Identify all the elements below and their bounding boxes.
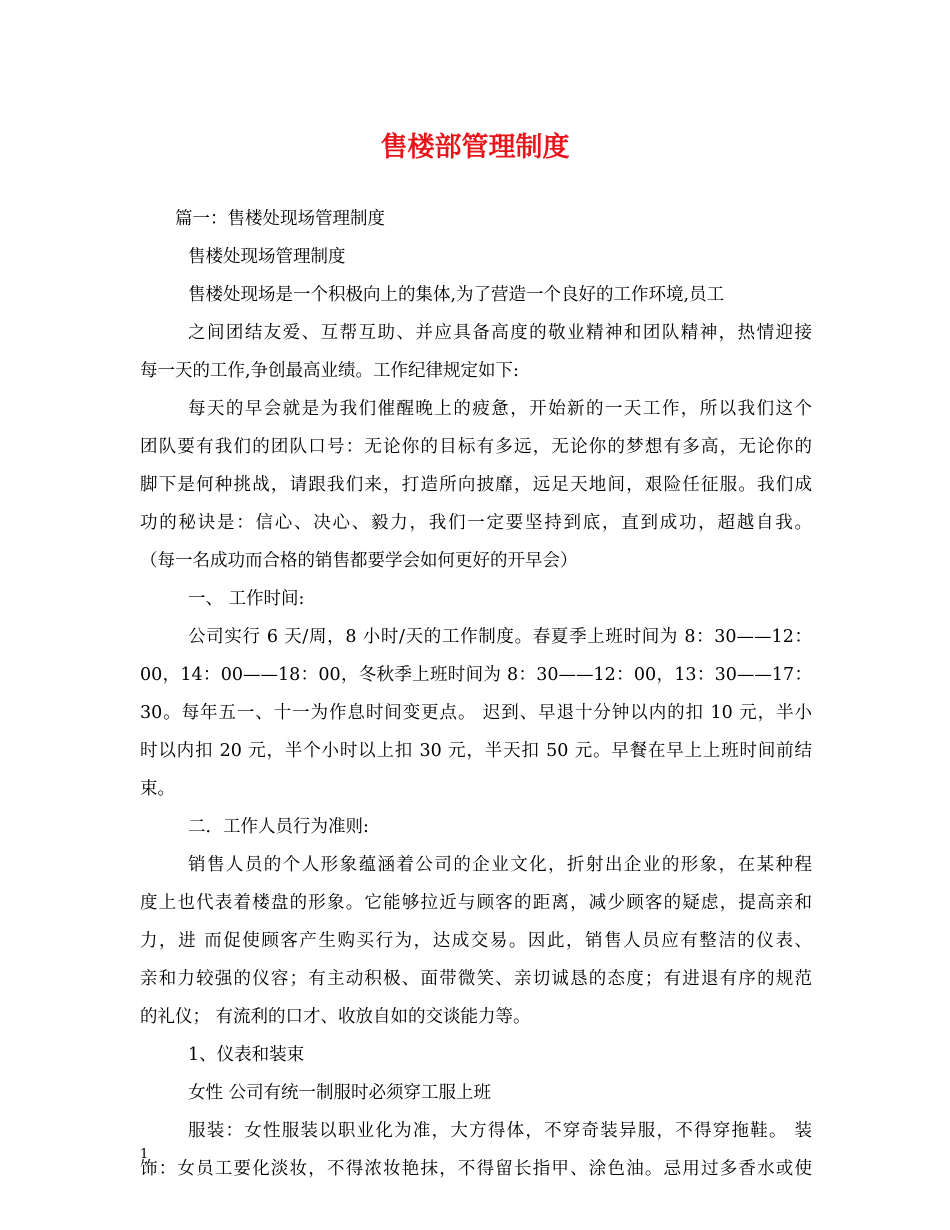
paragraph-line: 二．工作人员行为准则: bbox=[188, 817, 369, 837]
paragraph-line: 功的秘诀是：信心、决心、毅力，我们一定要坚持到底，直到成功，超越自我。 bbox=[140, 513, 812, 533]
paragraph-line: 售楼处现场是一个积极向上的集体,为了营造一个良好的工作环境,员工 bbox=[188, 285, 725, 305]
paragraph-line: 的礼仪； 有流利的口才、收放自如的交谈能力等。 bbox=[140, 1007, 531, 1027]
paragraph-line: 每天的早会就是为我们催醒晚上的疲惫，开始新的一天工作，所以我们这个 bbox=[188, 399, 812, 419]
paragraph-line: 销售人员的个人形象蕴涵着公司的企业文化，折射出企业的形象，在某种程 bbox=[188, 855, 812, 875]
paragraph-line: 1、仪表和装束 bbox=[188, 1045, 305, 1065]
document-body bbox=[140, 200, 812, 1188]
paragraph-line: 之间团结友爱、互帮互助、并应具备高度的敬业精神和团队精神，热情迎接 bbox=[188, 323, 812, 343]
paragraph-line: 亲和力较强的仪容；有主动积极、面带微笑、亲切诚恳的态度；有进退有序的规范 bbox=[140, 969, 812, 989]
paragraph-line: 脚下是何种挑战，请跟我们来，打造所向披靡，远足天地间，艰险任征服。我们成 bbox=[140, 475, 812, 495]
paragraph-line: 时以内扣 20 元，半个小时以上扣 30 元，半天扣 50 元。早餐在早上上班时间前结 bbox=[140, 741, 812, 761]
document-title: 售楼部管理制度 bbox=[380, 132, 570, 163]
page-number: 1 bbox=[140, 1147, 149, 1162]
paragraph-line: 00，14：00——18：00，冬秋季上班时间为 8：30——12：00，13：30——17： bbox=[140, 665, 812, 685]
paragraph-line: 篇一：售楼处现场管理制度 bbox=[175, 209, 385, 229]
paragraph-line: 度上也代表着楼盘的形象。它能够拉近与顾客的距离，减少顾客的疑虑，提高亲和 bbox=[140, 893, 812, 913]
paragraph-line: 团队要有我们的团队口号：无论你的目标有多远，无论你的梦想有多高，无论你的 bbox=[140, 437, 812, 457]
paragraph-line: 一、 工作时间: bbox=[188, 589, 305, 609]
paragraph-line: 公司实行 6 天/周，8 小时/天的工作制度。春夏季上班时间为 8：30——12： bbox=[188, 627, 812, 647]
paragraph-line: （每一名成功而合格的销售都要学会如何更好的开早会） bbox=[140, 551, 578, 571]
paragraph-line: 每一天的工作,争创最高业绩。工作纪律规定如下: bbox=[140, 361, 519, 381]
paragraph-line: 女性 公司有统一制服时必须穿工服上班 bbox=[188, 1083, 492, 1103]
paragraph-line: 售楼处现场管理制度 bbox=[188, 247, 346, 267]
paragraph-line: 力，进 而促使顾客产生购买行为，达成交易。因此，销售人员应有整洁的仪表、 bbox=[140, 931, 812, 951]
paragraph-line: 束。 bbox=[140, 779, 175, 799]
paragraph-line: 30。每年五一、十一为作息时间变更点。 迟到、早退十分钟以内的扣 10 元，半小 bbox=[140, 703, 812, 723]
paragraph-line: 服装：女性服装以职业化为准，大方得体，不穿奇装异服，不得穿拖鞋。 装 bbox=[188, 1121, 812, 1141]
paragraph-line: 饰：女员工要化淡妆，不得浓妆艳抹，不得留长指甲、涂色油。忌用过多香水或使 bbox=[140, 1159, 812, 1179]
